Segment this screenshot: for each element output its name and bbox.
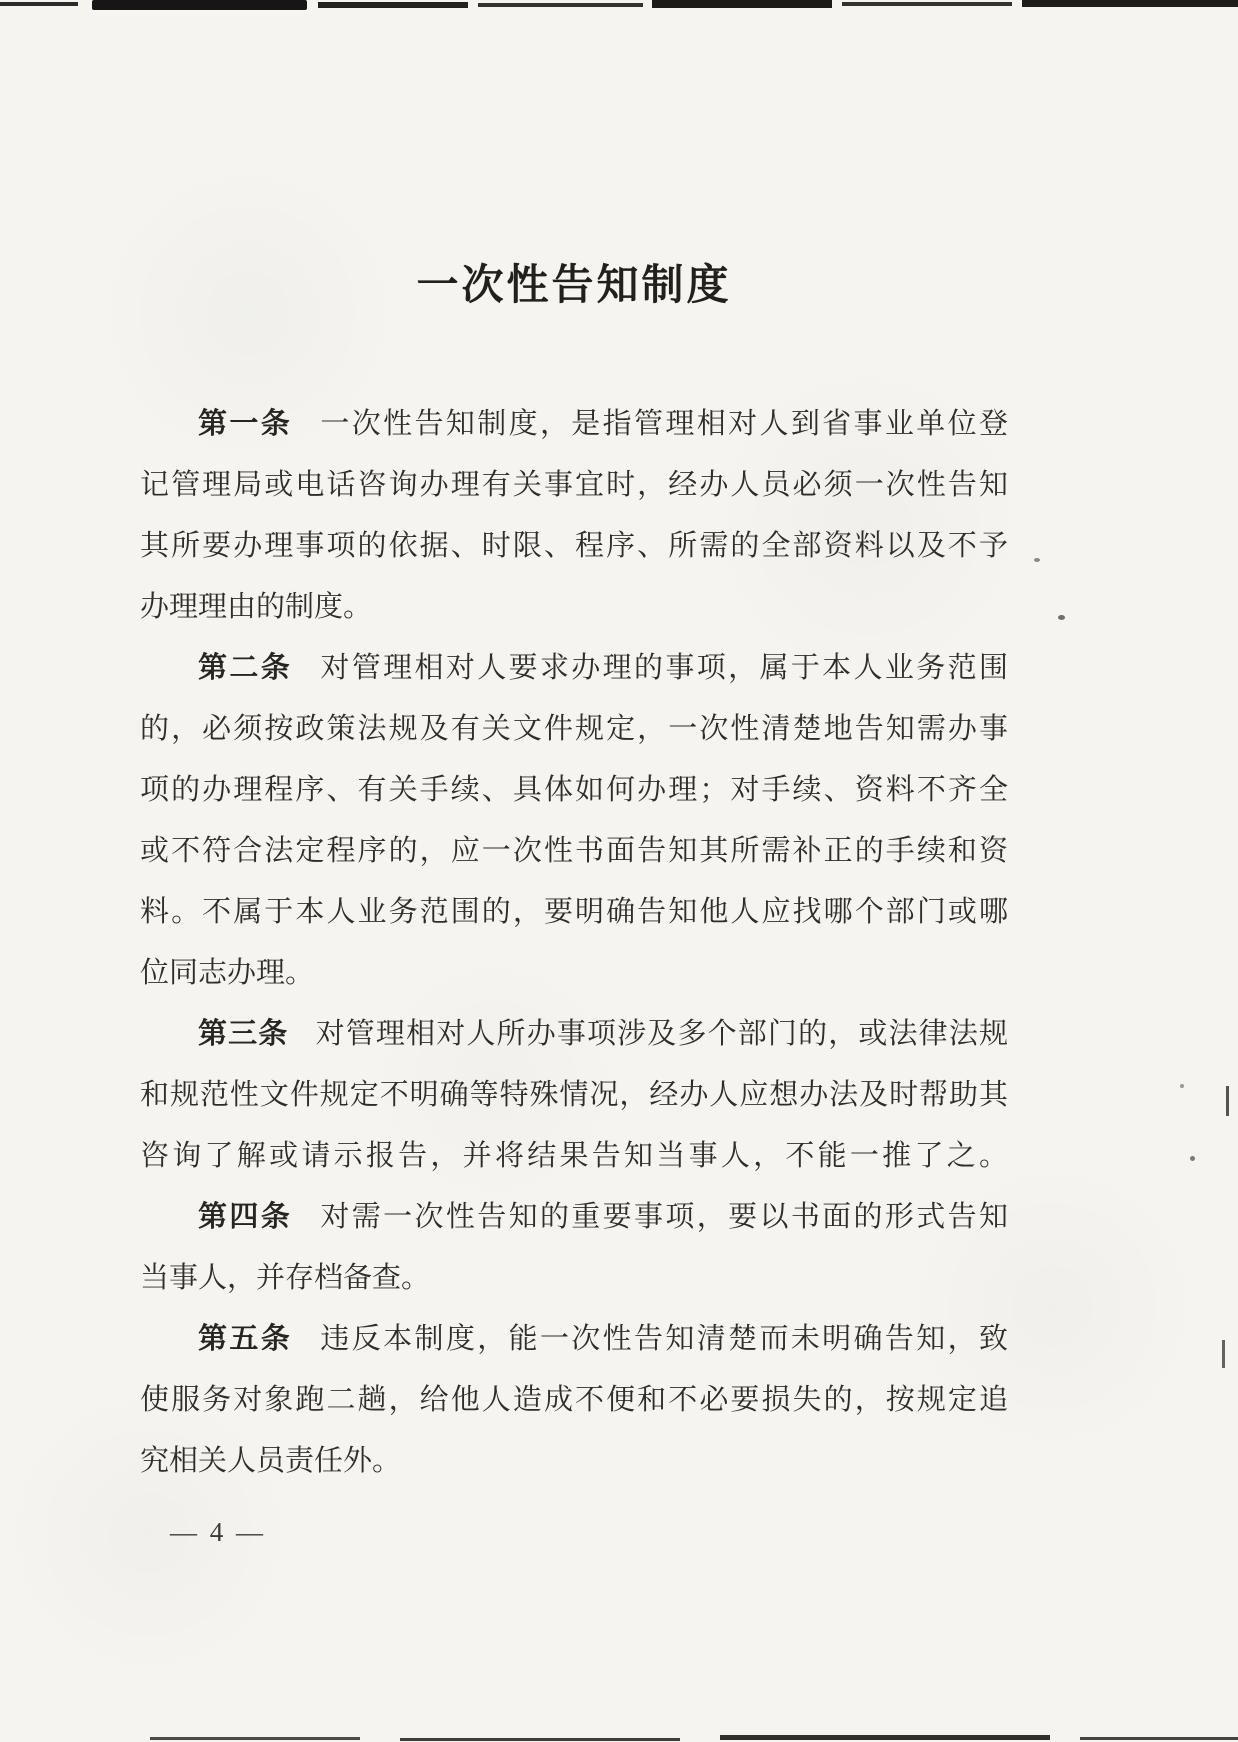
scan-speck-2	[1058, 615, 1065, 620]
scan-artifact-top-4	[478, 3, 643, 7]
article-1-line-4: 办理理由的制度。	[140, 591, 373, 623]
scan-speck-1	[1034, 558, 1040, 562]
article-3	[140, 1004, 1008, 1187]
article-3-first-text: 对管理相对人所办事项涉及多个部门的，或法律法规	[314, 1018, 1008, 1050]
scan-artifact-top-7	[1022, 0, 1238, 7]
scan-artifact-bottom-1	[150, 1737, 360, 1740]
article-4	[140, 1187, 1008, 1309]
article-5-line-3: 究相关人员责任外。	[140, 1445, 402, 1477]
article-1-line-3: 其所要办理事项的依据、时限、程序、所需的全部资料以及不予	[140, 530, 1008, 562]
scan-artifact-top-5	[652, 0, 832, 8]
page-number: — 4 —	[170, 1517, 266, 1547]
article-2-label: 第二条	[198, 652, 293, 684]
article-4-line-1	[140, 1187, 1008, 1248]
article-3-line-3: 咨询了解或请示报告，并将结果告知当事人，不能一推了之。	[140, 1140, 1008, 1172]
scan-tick-1	[1226, 1086, 1229, 1116]
article-2-line-5: 料。不属于本人业务范围的，要明确告知他人应找哪个部门或哪	[140, 896, 1008, 928]
article-5-first-text: 违反本制度，能一次性告知清楚而未明确告知，致	[318, 1323, 1008, 1355]
scan-artifact-top-3	[318, 2, 468, 8]
document-title: 一次性告知制度	[416, 263, 732, 309]
scan-artifact-bottom-4	[1080, 1737, 1238, 1740]
article-1-first-text: 一次性告知制度，是指管理相对人到省事业单位登	[318, 408, 1008, 440]
article-3-label: 第三条	[198, 1018, 289, 1050]
document-body	[140, 394, 1008, 1492]
article-2-line-4: 或不符合法定程序的，应一次性书面告知其所需补正的手续和资	[140, 835, 1008, 867]
scan-speck-4	[1190, 1156, 1195, 1161]
scan-artifact-top-2	[92, 0, 307, 10]
article-3-line-1	[140, 1004, 1008, 1065]
article-2-line-6: 位同志办理。	[140, 957, 315, 989]
article-2-line-1	[140, 638, 1008, 699]
article-1-label: 第一条	[198, 408, 293, 440]
article-1	[140, 394, 1008, 638]
scan-tick-2	[1222, 1340, 1225, 1368]
article-3-line-2: 和规范性文件规定不明确等特殊情况，经办人应想办法及时帮助其	[140, 1079, 1008, 1111]
article-5-line-1	[140, 1309, 1008, 1370]
article-2	[140, 638, 1008, 1004]
article-2-first-text: 对管理相对人要求办理的事项，属于本人业务范围	[318, 652, 1008, 684]
article-4-first-text: 对需一次性告知的重要事项，要以书面的形式告知	[318, 1201, 1008, 1233]
article-2-line-2: 的，必须按政策法规及有关文件规定，一次性清楚地告知需办事	[140, 713, 1008, 745]
article-1-line-1	[140, 394, 1008, 455]
article-2-line-3: 项的办理程序、有关手续、具体如何办理；对手续、资料不齐全	[140, 774, 1008, 806]
scan-artifact-top-1	[0, 2, 78, 6]
scan-speck-3	[1180, 1084, 1184, 1088]
article-4-line-2: 当事人，并存档备查。	[140, 1262, 431, 1294]
article-1-line-2: 记管理局或电话咨询办理有关事宜时，经办人员必须一次性告知	[140, 469, 1008, 501]
article-4-label: 第四条	[198, 1201, 293, 1233]
scan-artifact-bottom-3	[720, 1735, 1050, 1740]
scan-artifact-bottom-2	[400, 1738, 680, 1741]
article-5-label: 第五条	[198, 1323, 293, 1355]
article-5-line-2: 使服务对象跑二趟，给他人造成不便和不必要损失的，按规定追	[140, 1384, 1008, 1416]
article-5	[140, 1309, 1008, 1492]
scan-artifact-top-6	[842, 2, 1012, 6]
